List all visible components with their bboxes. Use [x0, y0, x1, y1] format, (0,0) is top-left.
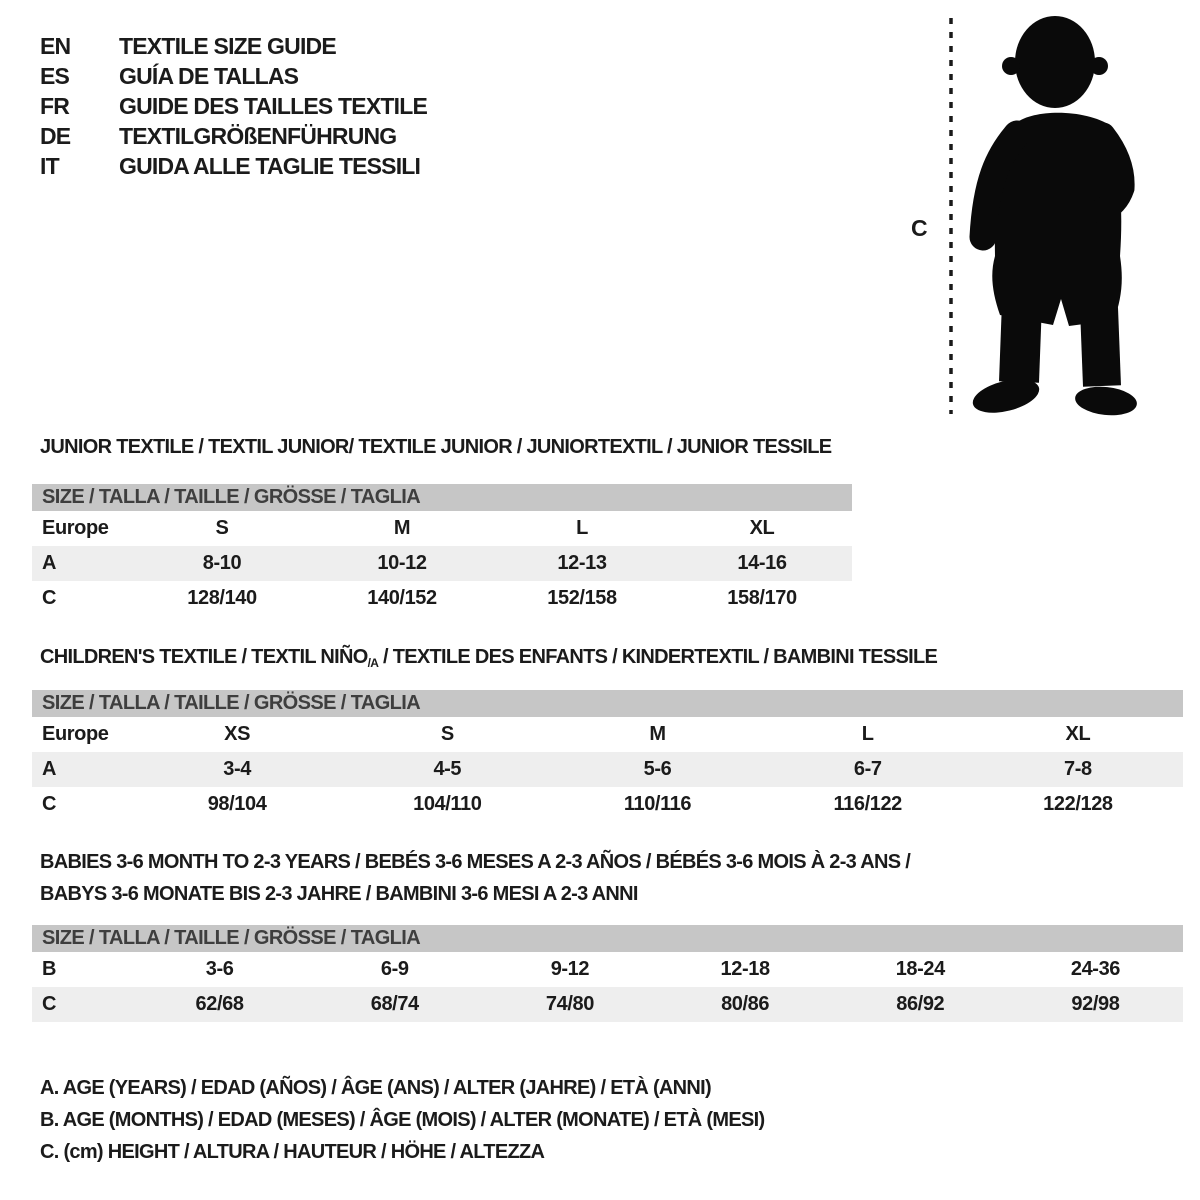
language-row	[40, 91, 427, 121]
language-label: GUIDE DES TAILLES TEXTILE	[119, 92, 427, 119]
section-title-children	[40, 641, 937, 675]
size-cell: 18-24	[895, 958, 945, 980]
size-cell: 24-36	[1070, 958, 1121, 980]
toddler-silhouette	[969, 16, 1138, 419]
language-row	[40, 121, 427, 151]
legend-line-b: B. AGE (MONTHS) / EDAD (MESES) / ÂGE (MOIS) / ALTER (MONATE) / ETÀ (MESI)	[40, 1108, 765, 1131]
size-table-body	[32, 511, 852, 616]
language-row	[40, 61, 427, 91]
size-cell: 10-12	[377, 552, 427, 574]
row-label: Europe	[42, 723, 109, 745]
size-table-row	[32, 546, 852, 581]
size-cell: 152/158	[547, 587, 617, 609]
language-code: IT	[40, 152, 59, 179]
row-label: Europe	[42, 517, 109, 539]
size-table-babies	[32, 925, 1183, 1022]
size-table-row	[32, 511, 852, 546]
size-cell: 6-7	[853, 758, 882, 780]
row-label: B	[42, 958, 57, 980]
size-table-row	[32, 987, 1183, 1022]
size-table-body	[32, 952, 1183, 1022]
size-table-header: SIZE / TALLA / TAILLE / GRÖSSE / TAGLIA	[32, 484, 852, 511]
size-cell: L	[861, 723, 874, 745]
size-table-header: SIZE / TALLA / TAILLE / GRÖSSE / TAGLIA	[32, 690, 1183, 717]
language-label: GUÍA DE TALLAS	[119, 62, 299, 89]
title-text: / TEXTILE DES ENFANTS / KINDERTEXTIL / BAMBINI TESSILE	[378, 646, 938, 668]
language-code: FR	[40, 92, 70, 119]
size-cell: 3-6	[205, 958, 234, 980]
size-figure	[890, 0, 1150, 430]
language-row	[40, 151, 427, 181]
language-label: GUIDA ALLE TAGLIE TESSILI	[119, 152, 421, 179]
size-table-row	[32, 952, 1183, 987]
section-title-junior	[40, 431, 831, 463]
section-title-babies	[40, 846, 910, 910]
section-title-line: BABIES 3-6 MONTH TO 2-3 YEARS / BEBÉS 3-6 MESES A 2-3 AÑOS / BÉBÉS 3-6 MOIS À 2-3 ANS /	[40, 851, 911, 873]
silhouette-ear-right	[1090, 57, 1108, 75]
height-measure-label: C	[911, 215, 928, 241]
size-table-row	[32, 581, 852, 616]
legend-line-a: A. AGE (YEARS) / EDAD (AÑOS) / ÂGE (ANS) / ALTER (JAHRE) / ETÀ (ANNI)	[40, 1076, 711, 1099]
size-table-header: SIZE / TALLA / TAILLE / GRÖSSE / TAGLIA	[32, 925, 1183, 952]
size-cell: 8-10	[202, 552, 242, 574]
size-cell: 68/74	[370, 993, 419, 1015]
size-cell: 128/140	[187, 587, 257, 609]
silhouette-head	[1015, 16, 1095, 108]
language-row	[40, 31, 427, 61]
size-cell: 5-6	[643, 758, 672, 780]
size-cell: 12-18	[720, 958, 770, 980]
language-list	[40, 31, 427, 181]
size-table-junior	[32, 484, 852, 616]
size-cell: 4-5	[433, 758, 462, 780]
size-cell: XS	[224, 723, 251, 745]
language-label: TEXTILGRÖßENFÜHRUNG	[119, 122, 397, 149]
size-cell: M	[649, 723, 666, 745]
size-cell: L	[576, 517, 588, 539]
size-table-row	[32, 717, 1183, 752]
silhouette-leg-right	[1099, 308, 1102, 386]
size-cell: 6-9	[380, 958, 409, 980]
silhouette-leg-left	[1019, 302, 1022, 382]
size-cell: 80/86	[721, 993, 770, 1015]
silhouette-ear-left	[1002, 57, 1020, 75]
size-table-row	[32, 787, 1183, 822]
size-cell: 7-8	[1064, 758, 1092, 780]
size-cell: 3-4	[223, 758, 251, 780]
size-cell: XL	[1065, 723, 1091, 745]
size-cell: 110/116	[623, 793, 692, 815]
size-table-body	[32, 717, 1183, 822]
row-label: C	[42, 793, 57, 815]
row-label: C	[42, 993, 57, 1015]
size-cell: 92/98	[1071, 993, 1120, 1015]
size-cell: XL	[749, 517, 775, 539]
language-label: TEXTILE SIZE GUIDE	[119, 32, 336, 59]
size-cell: 98/104	[207, 793, 267, 815]
language-code: DE	[40, 122, 71, 149]
size-cell: 158/170	[727, 587, 797, 609]
size-cell: S	[215, 517, 229, 539]
size-cell: 62/68	[195, 993, 244, 1015]
size-cell: S	[440, 723, 454, 745]
size-table-row	[32, 752, 1183, 787]
row-label: C	[42, 587, 57, 609]
language-code: EN	[40, 32, 71, 59]
title-text: CHILDREN'S TEXTILE / TEXTIL NIÑO	[40, 646, 368, 668]
size-cell: 140/152	[367, 587, 437, 609]
size-cell: 14-16	[737, 552, 787, 574]
section-title-line: BABYS 3-6 MONATE BIS 2-3 JAHRE / BAMBINI 3-6 MESI A 2-3 ANNI	[40, 883, 638, 905]
row-label: A	[42, 552, 57, 574]
section-title-line: JUNIOR TEXTILE / TEXTIL JUNIOR/ TEXTILE JUNIOR / JUNIORTEXTIL / JUNIOR TESSILE	[40, 436, 832, 458]
size-cell: 122/128	[1043, 793, 1113, 815]
size-table-children	[32, 690, 1183, 822]
size-cell: 86/92	[896, 993, 945, 1015]
size-cell: 9-12	[550, 958, 590, 980]
silhouette-foot-right	[1074, 384, 1139, 418]
legend	[40, 1072, 764, 1168]
legend-line-c: C. (cm) HEIGHT / ALTURA / HAUTEUR / HÖHE / ALTEZZA	[40, 1140, 545, 1163]
size-cell: M	[393, 517, 411, 539]
size-cell: 12-13	[557, 552, 607, 574]
section-title-line	[40, 641, 937, 675]
size-cell: 116/122	[833, 793, 902, 815]
toddler-silhouette-svg	[890, 0, 1150, 430]
row-label: A	[42, 758, 57, 780]
title-subscript: /A	[367, 656, 379, 670]
language-code: ES	[40, 62, 70, 89]
size-cell: 104/110	[413, 793, 482, 815]
size-cell: 74/80	[545, 993, 594, 1015]
